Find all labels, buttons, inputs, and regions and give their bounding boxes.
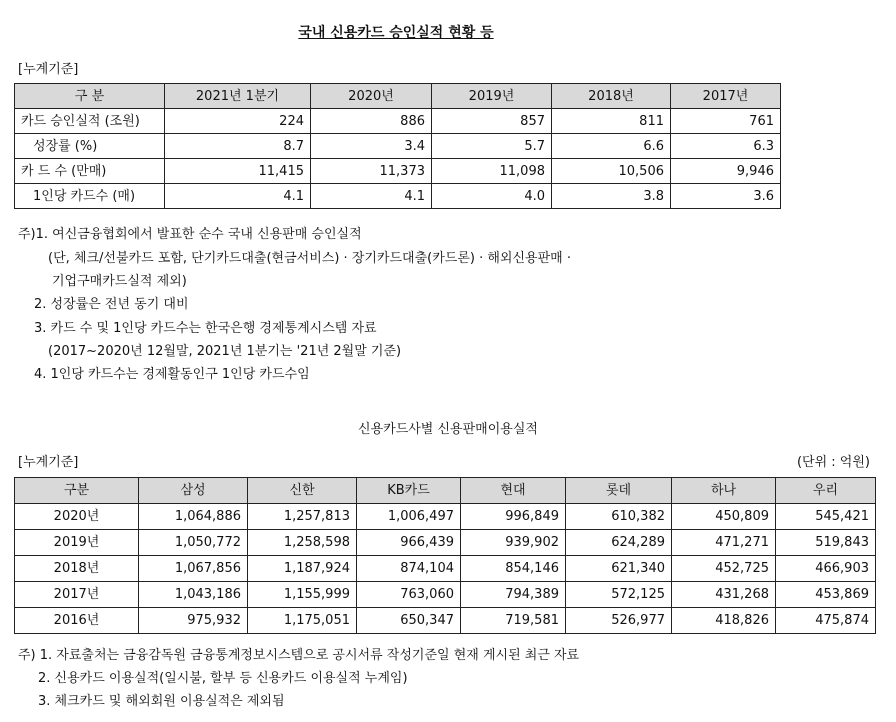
table-cell: 572,125	[566, 582, 672, 608]
table-cell: 975,932	[139, 608, 248, 634]
table-cell: 10,506	[552, 159, 671, 184]
table-cell: 650,347	[357, 608, 461, 634]
header-cell: 신한	[248, 478, 357, 504]
table-cell: 763,060	[357, 582, 461, 608]
header-cell: 하나	[672, 478, 776, 504]
header-cell: 구분	[15, 478, 139, 504]
footnote: 2. 성장률은 전년 동기 대비	[34, 297, 189, 312]
table-cell: 11,373	[311, 159, 432, 184]
row-label: 카드 승인실적 (조원)	[15, 109, 165, 134]
table-cell: 6.6	[552, 134, 671, 159]
table-cell: 624,289	[566, 530, 672, 556]
table-cell: 794,389	[461, 582, 566, 608]
section1-basis: [누계기준]	[18, 62, 79, 77]
footnote: 4. 1인당 카드수는 경제활동인구 1인당 카드수임	[34, 367, 310, 382]
table-cell: 1,187,924	[248, 556, 357, 582]
table-cell: 857	[432, 109, 552, 134]
table-header-row	[15, 478, 876, 504]
header-cell: KB카드	[357, 478, 461, 504]
table-cell: 1,155,999	[248, 582, 357, 608]
table-cell: 1,067,856	[139, 556, 248, 582]
header-cell: 삼성	[139, 478, 248, 504]
header-cell: 현대	[461, 478, 566, 504]
table-cell: 719,581	[461, 608, 566, 634]
table-row	[15, 556, 876, 582]
table-cell: 811	[552, 109, 671, 134]
footnote: (단, 체크/선불카드 포함, 단기카드대출(현금서비스) · 장기카드대출(카드론) · 해외신용판매 ·	[48, 251, 571, 266]
table-row	[15, 134, 781, 159]
header-cell: 우리	[776, 478, 876, 504]
table-cell: 1,006,497	[357, 504, 461, 530]
footnote: 3. 체크카드 및 해외회원 이용실적은 제외됨	[38, 694, 285, 709]
table-cell: 854,146	[461, 556, 566, 582]
table-cell: 452,725	[672, 556, 776, 582]
table-cell: 1,258,598	[248, 530, 357, 556]
table-cell: 466,903	[776, 556, 876, 582]
table-cell: 1,064,886	[139, 504, 248, 530]
row-label: 1인당 카드수 (매)	[15, 184, 165, 209]
section1-title: 국내 신용카드 승인실적 현황 등	[298, 25, 494, 41]
row-year: 2019년	[15, 530, 139, 556]
table-row	[15, 159, 781, 184]
table-row	[15, 109, 781, 134]
table-cell: 431,268	[672, 582, 776, 608]
table-cell: 3.6	[671, 184, 781, 209]
header-cell: 2017년	[671, 84, 781, 109]
footnote: 주)1. 여신금융협회에서 발표한 순수 국내 신용판매 승인실적	[18, 227, 362, 242]
issuer-usage-table	[14, 477, 876, 634]
table-cell: 11,098	[432, 159, 552, 184]
table-row	[15, 530, 876, 556]
table-cell: 1,050,772	[139, 530, 248, 556]
section2-title: 신용카드사별 신용판매이용실적	[358, 422, 538, 437]
table-cell: 475,874	[776, 608, 876, 634]
row-year: 2020년	[15, 504, 139, 530]
table-cell: 939,902	[461, 530, 566, 556]
table-cell: 418,826	[672, 608, 776, 634]
row-year: 2017년	[15, 582, 139, 608]
table-row	[15, 582, 876, 608]
table-cell: 1,257,813	[248, 504, 357, 530]
header-cell: 2018년	[552, 84, 671, 109]
header-cell: 구 분	[15, 84, 165, 109]
table-cell: 3.4	[311, 134, 432, 159]
table-cell: 996,849	[461, 504, 566, 530]
table-cell: 545,421	[776, 504, 876, 530]
table-cell: 519,843	[776, 530, 876, 556]
header-cell: 2019년	[432, 84, 552, 109]
table-cell: 874,104	[357, 556, 461, 582]
section2-basis: [누계기준]	[18, 455, 79, 470]
table-cell: 6.3	[671, 134, 781, 159]
footnote: (2017~2020년 12월말, 2021년 1분기는 '21년 2월말 기준)	[48, 344, 402, 359]
table-cell: 9,946	[671, 159, 781, 184]
footnote: 기업구매카드실적 제외)	[52, 274, 187, 289]
header-cell: 2021년 1분기	[165, 84, 311, 109]
table-cell: 886	[311, 109, 432, 134]
row-label: 카 드 수 (만매)	[15, 159, 165, 184]
table-cell: 3.8	[552, 184, 671, 209]
table-cell: 610,382	[566, 504, 672, 530]
card-approval-table	[14, 83, 781, 209]
table-cell: 526,977	[566, 608, 672, 634]
table-cell: 471,271	[672, 530, 776, 556]
unit-label: (단위 : 억원)	[796, 455, 870, 470]
table-cell: 4.1	[311, 184, 432, 209]
table-cell: 453,869	[776, 582, 876, 608]
table-cell: 5.7	[432, 134, 552, 159]
table-cell: 1,175,051	[248, 608, 357, 634]
footnote: 주) 1. 자료출처는 금융감독원 금융통계정보시스템으로 공시서류 작성기준일 현재 게시된 최근 자료	[18, 648, 580, 663]
table-row	[15, 184, 781, 209]
row-year: 2016년	[15, 608, 139, 634]
table-row	[15, 504, 876, 530]
table-cell: 224	[165, 109, 311, 134]
table-cell: 11,415	[165, 159, 311, 184]
row-label: 성장률 (%)	[15, 134, 165, 159]
table-cell: 4.0	[432, 184, 552, 209]
table-cell: 966,439	[357, 530, 461, 556]
header-cell: 2020년	[311, 84, 432, 109]
table-cell: 621,340	[566, 556, 672, 582]
table-cell: 450,809	[672, 504, 776, 530]
table-cell: 761	[671, 109, 781, 134]
table-cell: 4.1	[165, 184, 311, 209]
footnote: 3. 카드 수 및 1인당 카드수는 한국은행 경제통계시스템 자료	[34, 321, 377, 336]
table-header-row	[15, 84, 781, 109]
header-cell: 롯데	[566, 478, 672, 504]
table-row	[15, 608, 876, 634]
row-year: 2018년	[15, 556, 139, 582]
table-cell: 8.7	[165, 134, 311, 159]
footnote: 2. 신용카드 이용실적(일시불, 할부 등 신용카드 이용실적 누계임)	[38, 671, 408, 686]
table-cell: 1,043,186	[139, 582, 248, 608]
